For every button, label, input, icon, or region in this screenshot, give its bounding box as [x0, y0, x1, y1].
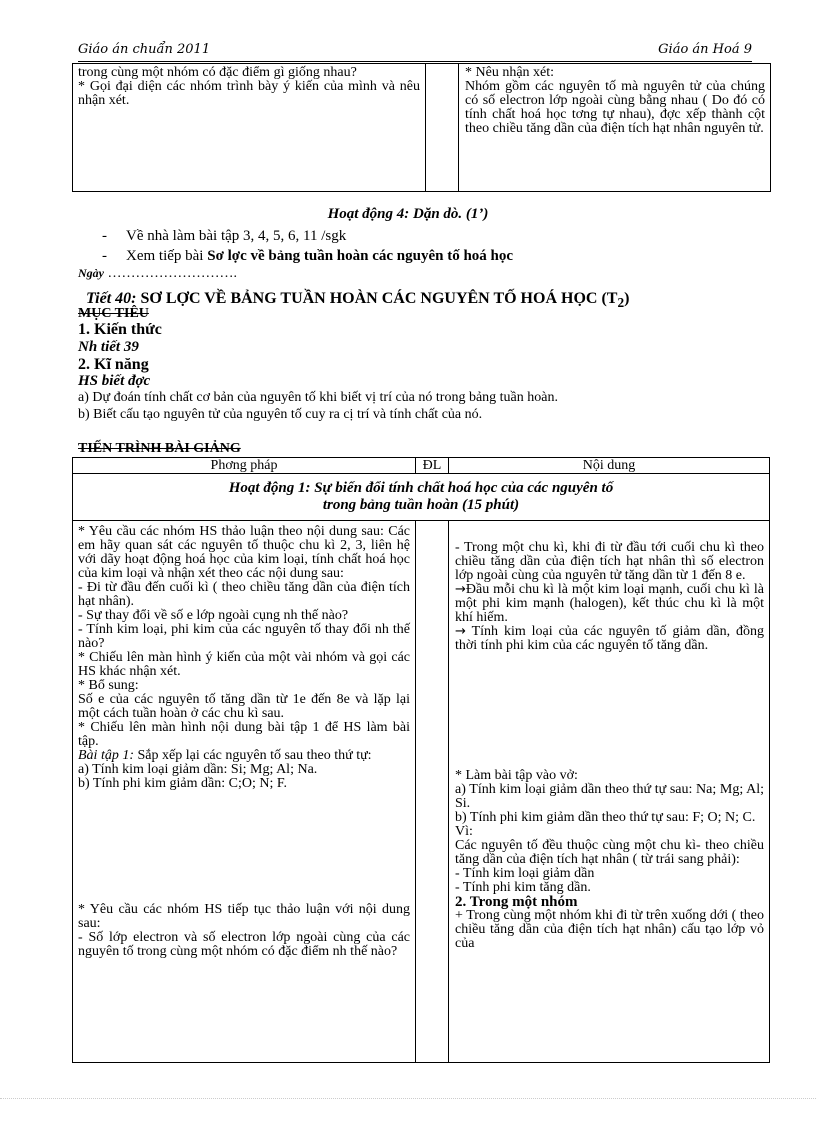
procedure-heading: TIẾN TRÌNH BÀI GIẢNG: [78, 441, 241, 456]
continuation-table: [72, 63, 771, 192]
method-paragraph: - Số lớp electron và số electron lớp ngoài cùng của các nguyên tố trong cùng một nhóm có đặc điểm nh thế nào?: [78, 930, 410, 959]
continuation-time-cell: [426, 64, 459, 192]
method-paragraph: * Chiếu lên màn hình ý kiến của một vài nhóm và gọi các HS khác nhận xét.: [78, 650, 410, 679]
header-right: Giáo án Hoá 9: [658, 42, 752, 57]
bullet-dash: -: [102, 228, 107, 244]
knowledge-heading: 1. Kiến thức: [78, 321, 162, 338]
content-paragraph: * Làm bài tập vào vở:: [455, 768, 578, 783]
content-paragraph: b) Tính phi kim giảm dần theo thứ tự sau: F; O; N; C.: [455, 810, 756, 825]
method-paragraph: * Chiếu lên màn hình nội dung bài tập 1 để HS làm bài tập.: [78, 720, 410, 749]
col-header-content: Nội dung: [449, 458, 770, 474]
method-paragraph: * Bổ sung:: [78, 678, 139, 693]
content-paragraph: Các nguyên tố đều thuộc cùng một chu kì- theo chiều tăng dần của điện tích hạt nhân ( từ trái sang phải):: [455, 838, 764, 867]
col-header-time: ĐL: [416, 458, 449, 474]
page-bottom-rule: [0, 1098, 816, 1100]
spacer: [455, 525, 764, 541]
method-paragraph: * Yêu cầu các nhóm HS tiếp tục thảo luận với nội dung sau:: [78, 902, 410, 931]
method-paragraph: - Sự thay đổi về số e lớp ngoài cụng nh thế nào?: [78, 608, 349, 623]
method-paragraph: b) Tính phi kim giảm dần: C;O; N; F.: [78, 776, 288, 791]
content-paragraph: [455, 625, 764, 653]
header-rule: [78, 61, 752, 62]
method-paragraph: - Đi từ đầu đến cuối kì ( theo chiều tăng dần của điện tích hạt nhân).: [78, 580, 410, 609]
content-text: * Nêu nhận xét:: [465, 65, 555, 80]
arrow-icon: →: [455, 624, 466, 639]
method-paragraph: - Tính kim loại, phi kim của các nguyên tố thay đổi nh thế nào?: [78, 622, 410, 651]
spacer: [78, 791, 410, 903]
lesson-number: Tiết 40:: [86, 290, 137, 307]
content-paragraph: - Trong một chu kì, khi đi từ đầu tới cuối chu kì theo chiều tăng dần của điện tích hạt nhân thì số electron lớp ngoài cùng của nguyên tử tăng dần từ 1 đến 8 e.: [455, 540, 764, 583]
method-column: [73, 521, 416, 1063]
content-paragraph: - Tính kim loại giảm dần: [455, 866, 595, 881]
header-left: Giáo án chuẩn 2011: [78, 42, 211, 57]
date-label: Ngày: [78, 266, 104, 280]
next-lesson-bullet: [102, 248, 513, 265]
homework-bullet: [102, 228, 346, 245]
spacer: [455, 653, 764, 769]
bullet-dash: -: [102, 248, 107, 264]
skill-b: b) Biết cấu tạo nguyên tử của nguyên tố cuy ra cị trí và tính chất của nó.: [78, 407, 483, 422]
content-text: Tính kim loại của các nguyên tố giảm dần, đồng thời tính phi kim của các nguyên tố tăng dần.: [455, 624, 764, 653]
activity4-title: Hoạt động 4: Dặn dò. (1’): [327, 206, 489, 222]
skills-intro: HS biết đợc: [78, 373, 151, 389]
exercise-label: Bài tập 1:: [78, 748, 134, 763]
continuation-content-cell: [459, 64, 771, 192]
skills-heading: 2. Kĩ năng: [78, 356, 149, 373]
time-column: [416, 521, 449, 1063]
skill-a: a) Dự đoán tính chất cơ bản của nguyên tố khi biết vị trí của nó trong bảng tuần hoàn.: [78, 390, 558, 405]
content-paragraph: + Trong cùng một nhóm khi đi từ trên xuống dới ( theo chiều tăng dần của điện tích hạt nhân) cấu tạo lớp vỏ của: [455, 908, 764, 951]
knowledge-text: Nh tiết 39: [78, 339, 139, 355]
section-heading: 2. Trong một nhóm: [455, 894, 578, 910]
content-column: [449, 521, 770, 1063]
lesson-title: [86, 290, 629, 311]
exercise-1: [78, 749, 410, 763]
col-header-method: Phơng pháp: [73, 458, 416, 474]
date-dots: ……………………….: [104, 266, 237, 281]
method-paragraph: Số e của các nguyên tố tăng dần từ 1e đến 8e và lặp lại một cách tuần hoàn ở các chu kì sau.: [78, 692, 410, 721]
content-paragraph: Vì:: [455, 824, 473, 839]
content-text: Nhóm gồm các nguyên tố mà nguyên tử của chúng có số electron lớp ngoài cùng bằng nhau ( Do đó có tính chất hoá học tơng tự nhau), đợc xếp thành cột theo chiều tăng dần của điện tích hạt nhân nguyên tử.: [465, 79, 765, 136]
bullet-text: Xem tiếp bài: [126, 248, 208, 264]
arrow-icon: →: [455, 582, 466, 597]
method-text: trong cùng một nhóm có đặc điểm gì giống nhau?: [78, 65, 357, 80]
lesson-close: ): [624, 290, 630, 307]
objectives-heading: MỤC TIÊU: [78, 306, 149, 321]
activity1-line2: trong bảng tuần hoàn (15 phút): [322, 497, 520, 513]
exercise-text: Sắp xếp lại các nguyên tố sau theo thứ tự:: [134, 748, 372, 763]
method-text: * Gọi đại diện các nhóm trình bày ý kiến của mình và nêu nhận xét.: [78, 79, 420, 108]
activity1-title: [73, 474, 770, 521]
page-header: [78, 40, 752, 60]
date-line: [78, 266, 237, 282]
next-lesson-title: Sơ lợc về bảng tuần hoàn các nguyên tố hoá học: [207, 248, 514, 264]
bullet-text: Về nhà làm bài tập 3, 4, 5, 6, 11 /sgk: [126, 228, 347, 244]
method-paragraph: a) Tính kim loại giảm dần: Si; Mg; Al; Na.: [78, 762, 318, 777]
continuation-method-cell: [73, 64, 426, 192]
method-paragraph: * Yêu cầu các nhóm HS thảo luận theo nội dung sau: Các em hãy quan sát các nguyên tố thuộc chu kì 2, 3, liên hệ với dãy hoạt động hoá học của kim loại, tính chất hoá học của kim loại và nhận xét theo các nội dung sau:: [78, 524, 410, 581]
content-paragraph: - Tính phi kim tăng dần.: [455, 880, 591, 895]
lesson-name: SƠ LỢC VỀ BẢNG TUẦN HOÀN CÁC NGUYÊN TỐ HOÁ HỌC (T: [136, 290, 618, 307]
content-paragraph: [455, 583, 764, 625]
content-text: Đầu mỗi chu kì là một kim loại mạnh, cuối chu kì là một phi kim mạnh (halogen), kết thúc chu kì là một khí hiếm.: [455, 582, 764, 625]
content-paragraph: a) Tính kim loại giảm dần theo thứ tự sau: Na; Mg; Al; Si.: [455, 782, 764, 811]
lesson-subscript: 2: [617, 295, 625, 311]
activity1-line1: Hoạt động 1: Sự biến đổi tính chất hoá học của các nguyên tố: [228, 480, 614, 496]
lesson-table: [72, 457, 770, 1063]
